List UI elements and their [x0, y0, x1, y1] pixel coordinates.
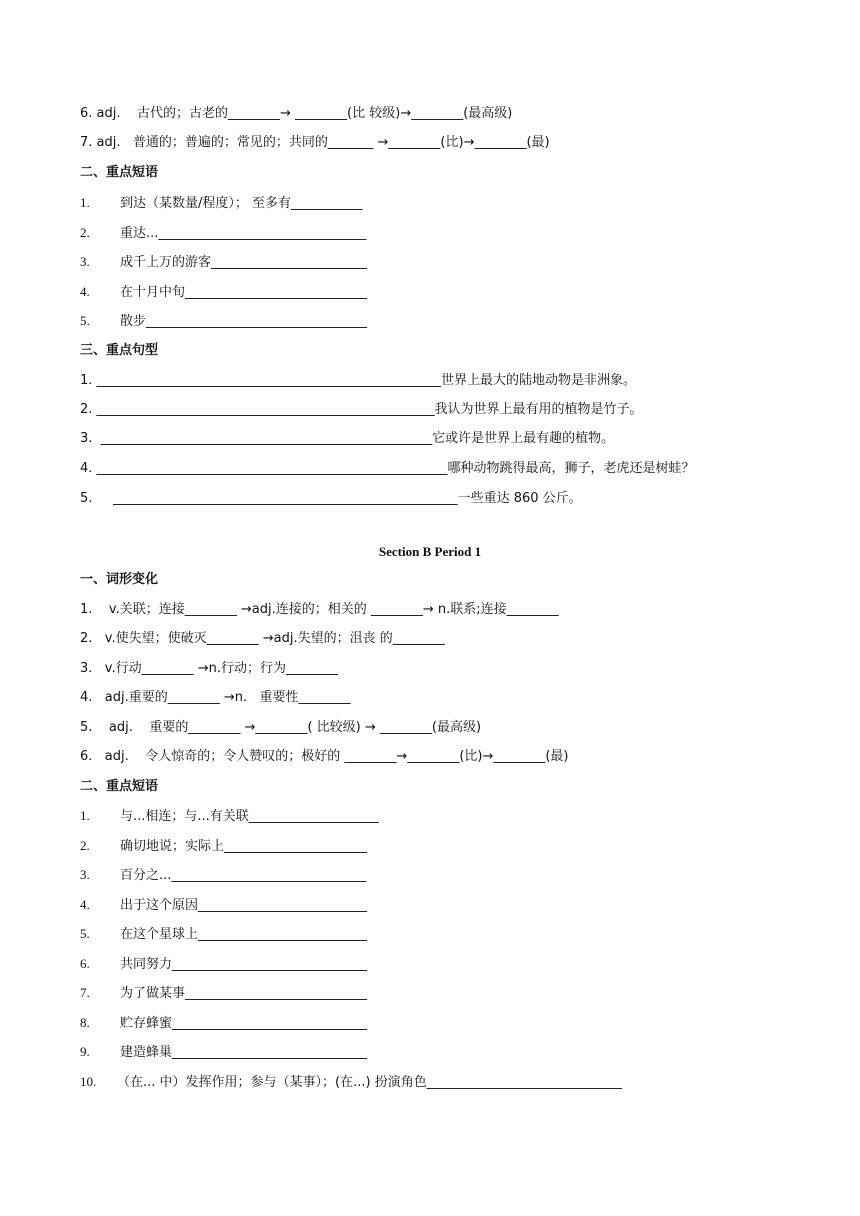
phrase-item: [80, 254, 367, 271]
phrase-text: 重达...________________________________: [120, 226, 367, 241]
phrase-text: 在十月中旬____________________________: [120, 285, 368, 300]
phrase-item: [80, 1074, 622, 1091]
item-number: 5.: [80, 313, 90, 328]
phrase-text: 建造蜂巢______________________________: [120, 1045, 368, 1060]
section-heading-word-forms: 一、词形变化: [80, 572, 159, 587]
item-number: 10.: [80, 1074, 97, 1089]
wordform-item: 2. v.使失望；使破灭________ →adj.失望的；沮丧 的________: [80, 631, 445, 646]
vocab-line-7: 7. adj. 普通的；普遍的；常见的；共同的_______ →________(比)→________(最): [80, 135, 550, 150]
item-number: 4.: [80, 897, 90, 912]
wordform-item: 4. adj.重要的________ →n. 重要性________: [80, 690, 351, 705]
wordform-item: 1. v.关联；连接________ →adj.连接的；相关的 ________→ n.联系;连接________: [80, 602, 559, 617]
item-number: 3.: [80, 867, 90, 882]
phrase-item: [80, 808, 379, 825]
phrase-text: 为了做某事____________________________: [120, 986, 368, 1001]
phrase-text: 到达（某数量/程度）； 至多有___________: [120, 196, 363, 211]
sentence-item: 1. _____________________________________________________世界上最大的陆地动物是非洲象。: [80, 373, 637, 388]
wordform-item: 5. adj. 重要的________ →________( 比较级) → ________(最高级): [80, 720, 482, 735]
item-number: 3.: [80, 254, 90, 269]
item-number: 2.: [80, 225, 90, 240]
phrase-item: [80, 1015, 367, 1032]
item-number: 2.: [80, 838, 90, 853]
wordform-item: 3. v.行动________ →n.行动；行为________: [80, 661, 339, 676]
section-heading-key-phrases-b: 二、重点短语: [80, 779, 159, 794]
phrase-item: [80, 897, 367, 914]
sentence-item: 5. _____________________________________________________一些重达 860 公斤。: [80, 491, 582, 506]
sentence-item: 4. ______________________________________________________哪种动物跳得最高，狮子，老虎还是树蛙？: [80, 461, 695, 476]
phrase-text: 与...相连；与...有关联____________________: [120, 809, 379, 824]
phrase-text: 散步__________________________________: [120, 314, 368, 329]
section-heading-key-phrases: 二、重点短语: [80, 165, 159, 180]
phrase-item: [80, 313, 367, 330]
item-number: 9.: [80, 1044, 90, 1059]
item-number: 4.: [80, 284, 90, 299]
phrase-text: 百分之...______________________________: [120, 868, 367, 883]
phrase-text: （在... 中）发挥作用；参与（某事）；(在...) 扮演角色______________________________: [117, 1075, 622, 1090]
phrase-text: 成千上万的游客________________________: [120, 255, 368, 270]
item-number: 8.: [80, 1015, 90, 1030]
phrase-item: [80, 225, 366, 242]
item-number: 5.: [80, 926, 90, 941]
phrase-text: 贮存蜂蜜______________________________: [120, 1016, 368, 1031]
phrase-item: [80, 1044, 367, 1061]
phrase-text: 出于这个原因__________________________: [120, 898, 368, 913]
phrase-item: [80, 926, 367, 943]
phrase-item: [80, 195, 363, 212]
sentence-item: 2. ____________________________________________________我认为世界上最有用的植物是竹子。: [80, 402, 643, 417]
section-heading-key-sentences: 三、重点句型: [80, 343, 159, 358]
phrase-text: 共同努力______________________________: [120, 957, 368, 972]
section-title: Section B Period 1: [378, 544, 482, 559]
phrase-item: [80, 956, 367, 973]
item-number: 6.: [80, 956, 90, 971]
wordform-item: 6. adj. 令人惊奇的；令人赞叹的；极好的 ________→________(比)→________(最): [80, 749, 569, 764]
phrase-item: [80, 838, 367, 855]
item-number: 7.: [80, 985, 90, 1000]
vocab-line-6: 6. adj. 古代的；古老的________→ ________(比 较级)→________(最高级): [80, 106, 513, 121]
item-number: 1.: [80, 808, 90, 823]
phrase-text: 确切地说；实际上______________________: [120, 839, 368, 854]
phrase-text: 在这个星球上__________________________: [120, 927, 368, 942]
phrase-item: [80, 867, 366, 884]
phrase-item: [80, 985, 367, 1002]
item-number: 1.: [80, 195, 90, 210]
phrase-item: [80, 284, 367, 301]
sentence-item: 3. ___________________________________________________它或许是世界上最有趣的植物。: [80, 431, 615, 446]
